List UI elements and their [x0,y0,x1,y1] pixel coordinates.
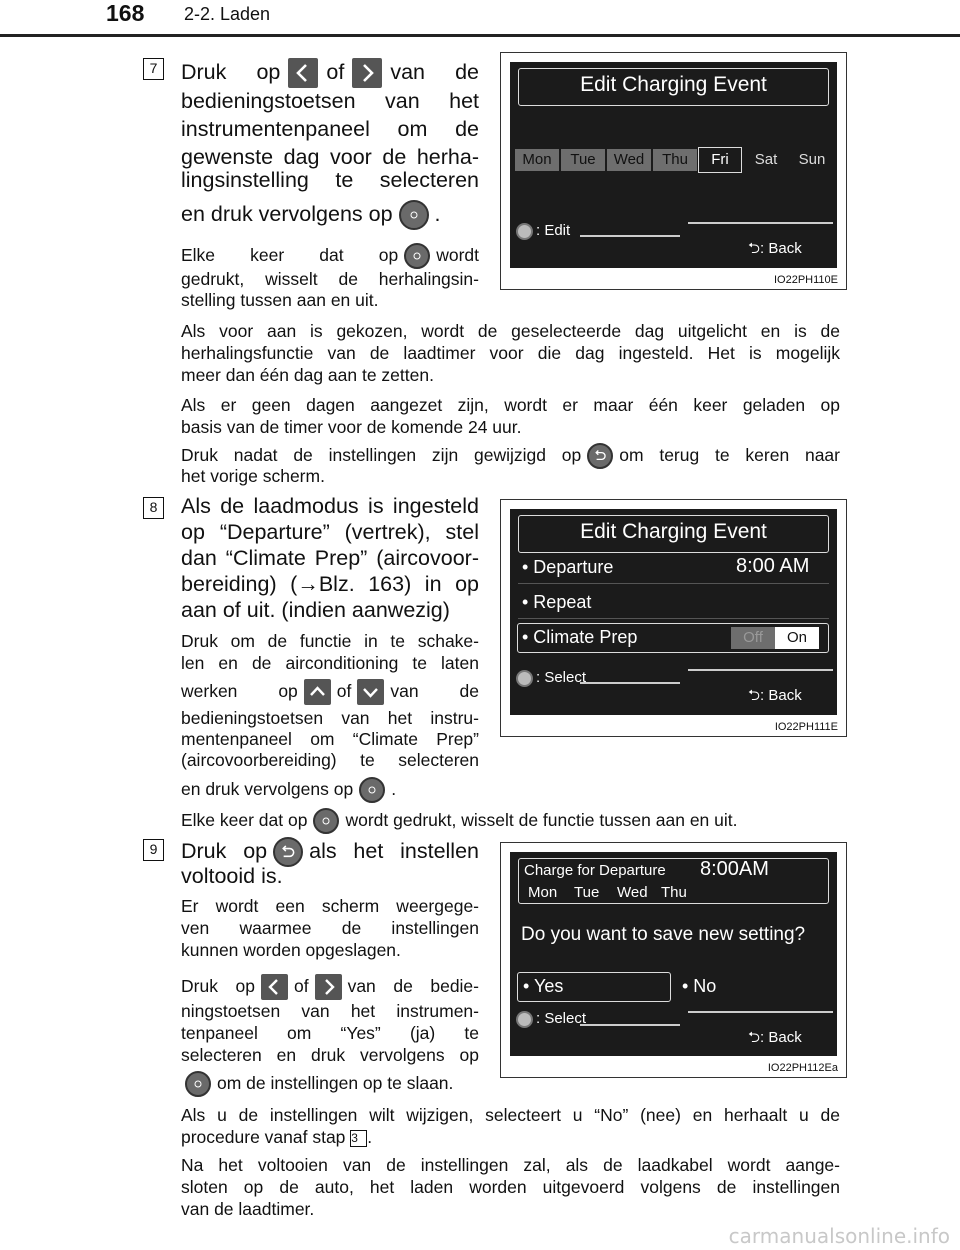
figure-id: IO22PH110E [773,274,838,286]
figure-id: IO22PH111E [774,721,838,733]
up-arrow-icon [304,679,331,705]
charge-for-departure: Charge for Departure [524,862,666,879]
step9-wide1-line2: procedure vanaf stap 3 . [181,1127,373,1147]
figure-edit-charging-days [500,52,847,290]
step-number-7: 7 [143,58,164,80]
step8-note-line2: len en de airconditioning te laten [181,653,479,673]
screen-edit-charging-climate [510,509,837,715]
step9-wide2-line1: Na het voltooien van de instellingen zal, als de laadkabel wordt aange- [181,1155,840,1175]
summary-day-tue: Tue [574,884,600,901]
step8-wide1-line1: Elke keer dat op wordt gedrukt, wisselt de functie tussen aan en uit. [181,806,840,834]
back-arrow-icon: ⮌ [748,687,761,704]
departure-time: 8:00AM [700,858,769,880]
step8-line2: op “Departure” (vertrek), stel [181,520,479,544]
step8-note-line7: en druk vervolgens op . [181,775,479,803]
save-question: Do you want to save new setting? [521,924,806,945]
ok-button-icon [399,200,429,230]
step7-line5: lingsinstelling te selecteren [181,168,479,192]
toggle-off[interactable]: Off [731,627,775,649]
step7-wide1-line2: herhalingsfunctie van de laadtimer voor die dag ingesteld. Het is mogelijk [181,343,840,363]
option-yes[interactable]: • Yes [523,976,564,996]
section-title: 2-2. Laden [184,4,271,24]
day-sat[interactable]: Sat [754,151,778,168]
footer-line [580,682,680,684]
summary-day-wed: Wed [617,884,648,901]
screen-edit-charging-days [510,62,837,268]
right-arrow-icon [315,974,342,1000]
header-rule [0,34,960,37]
step9-note2-line5: om de instellingen op te slaan. [181,1069,479,1097]
back-arrow-icon: ⮌ [748,1029,761,1046]
summary-day-thu: Thu [661,884,687,901]
step9-note2-line1: Druk op of van de bedie- [181,972,479,1000]
step9-note-line3: kunnen worden opgeslagen. [181,940,401,960]
ok-button-icon [313,808,339,834]
item-departure[interactable]: • Departure [522,557,614,577]
screen-title: Edit Charging Event [580,73,767,96]
step9-note2-line2: ningstoetsen van het instrumen- [181,1001,479,1021]
step-number-9: 9 [143,839,164,861]
step8-note-line3: werken op of van de [181,677,479,705]
step-number-8: 8 [143,497,164,519]
step7-wide1-line1: Als voor aan is gekozen, wordt de geselecteerde dag uitgelicht en is de [181,321,840,341]
item-repeat[interactable]: • Repeat [522,592,592,612]
step7-note-line2: gedrukt, wisselt de herhalingsin- [181,269,479,289]
summary-day-mon: Mon [528,884,558,901]
departure-time: 8:00 AM [736,555,810,577]
day-thu[interactable]: Thu [653,149,697,171]
step9-note2-line4: selecteren en druk vervolgens op [181,1045,479,1065]
footer-line [688,1011,833,1013]
right-arrow-icon [352,58,382,88]
step7-line4: gewenste dag voor de herha- [181,145,479,169]
knob-icon [516,670,533,687]
toggle-on[interactable]: On [775,627,819,649]
step7-wide1-line3: meer dan één dag aan te zetten. [181,365,434,385]
select-hint: : Select [516,669,586,687]
screen-save-setting [510,852,837,1056]
step7-wide3-line2: het vorige scherm. [181,466,325,486]
day-tue[interactable]: Tue [561,149,605,171]
knob-icon [516,1011,533,1028]
figure-save-setting [500,842,847,1078]
step9-wide2-line3: van de laadtimer. [181,1199,315,1219]
step7-line1: Druk op of van de [181,56,479,88]
left-arrow-icon [288,58,318,88]
footer-line [580,1024,680,1026]
down-arrow-icon [357,679,384,705]
footer-line [688,222,833,224]
ok-button-icon [185,1071,211,1097]
step8-line4: bereiding) (→Blz. 163) in op [181,572,479,596]
step8-note-line1: Druk om de functie in te schake- [181,631,479,651]
step7-wide3-line1: Druk nadat de instellingen zijn gewijzigd op om terug te keren naar [181,441,840,469]
step9-note-line1: Er wordt een scherm weergege- [181,896,479,916]
day-sun[interactable]: Sun [798,151,826,168]
step7-line2: bedieningstoetsen van het [181,89,479,113]
day-fri[interactable]: Fri [698,147,742,173]
edit-hint: : Edit [516,222,570,240]
left-arrow-icon [261,974,288,1000]
knob-icon [516,223,533,240]
step9-wide2-line2: sloten op de auto, het laden worden uitgevoerd volgens de instellingen [181,1177,840,1197]
step7-note-line3: stelling tussen aan en uit. [181,290,379,310]
step7-wide2-line2: basis van de timer voor de komende 24 uur. [181,417,522,437]
step7-note-line1: Elke keer dat op wordt [181,242,479,269]
figure-id: IO22PH112Ea [767,1062,838,1074]
page-number: 168 [106,0,145,26]
step8-line1: Als de laadmodus is ingesteld [181,494,479,518]
item-climate-prep[interactable]: • Climate Prep [522,627,638,647]
step8-line3: dan “Climate Prep” (aircovoor- [181,546,479,570]
step9-wide1-line1: Als u de instellingen wilt wijzigen, selecteert u “No” (nee) en herhaalt u de [181,1105,840,1125]
step7-line3: instrumentenpaneel om de [181,117,479,141]
back-hint: ⮌: Back [748,687,802,704]
step9-line1: Druk op als het instellen [181,835,479,867]
page-header [0,0,960,40]
option-no[interactable]: • No [682,976,717,996]
step7-wide2-line1: Als er geen dagen aangezet zijn, wordt er maar één keer geladen op [181,395,840,415]
step8-line5: aan of uit. (indien aanwezig) [181,598,450,622]
step-reference-3[interactable]: 3 [350,1130,367,1147]
divider [518,618,829,619]
back-hint: ⮌: Back [748,1029,802,1046]
step8-note-line4: bedieningstoetsen van het instru- [181,708,479,728]
ok-button-icon [404,243,430,269]
figure-edit-charging-climate [500,499,847,737]
footer-line [688,669,833,671]
step8-note-line5: mentenpaneel om “Climate Prep” [181,729,479,749]
screen-title: Edit Charging Event [580,520,767,543]
ok-button-icon [359,777,385,803]
back-arrow-icon: ⮌ [748,240,761,257]
divider [518,583,829,584]
day-wed[interactable]: Wed [607,149,651,171]
step9-line2: voltooid is. [181,864,283,888]
back-hint: ⮌: Back [748,240,802,257]
select-hint: : Select [516,1010,586,1028]
step9-note2-line3: tenpaneel om “Yes” (ja) te [181,1023,479,1043]
step8-note-line6: (aircovoorbereiding) te selecteren [181,750,479,770]
step7-line6: en druk vervolgens op . [181,198,479,230]
day-mon[interactable]: Mon [515,149,559,171]
step9-note-line2: ven waarmee de instellingen [181,918,479,938]
footer-line [580,235,680,237]
watermark: carmanualsonline.info [728,1224,950,1248]
